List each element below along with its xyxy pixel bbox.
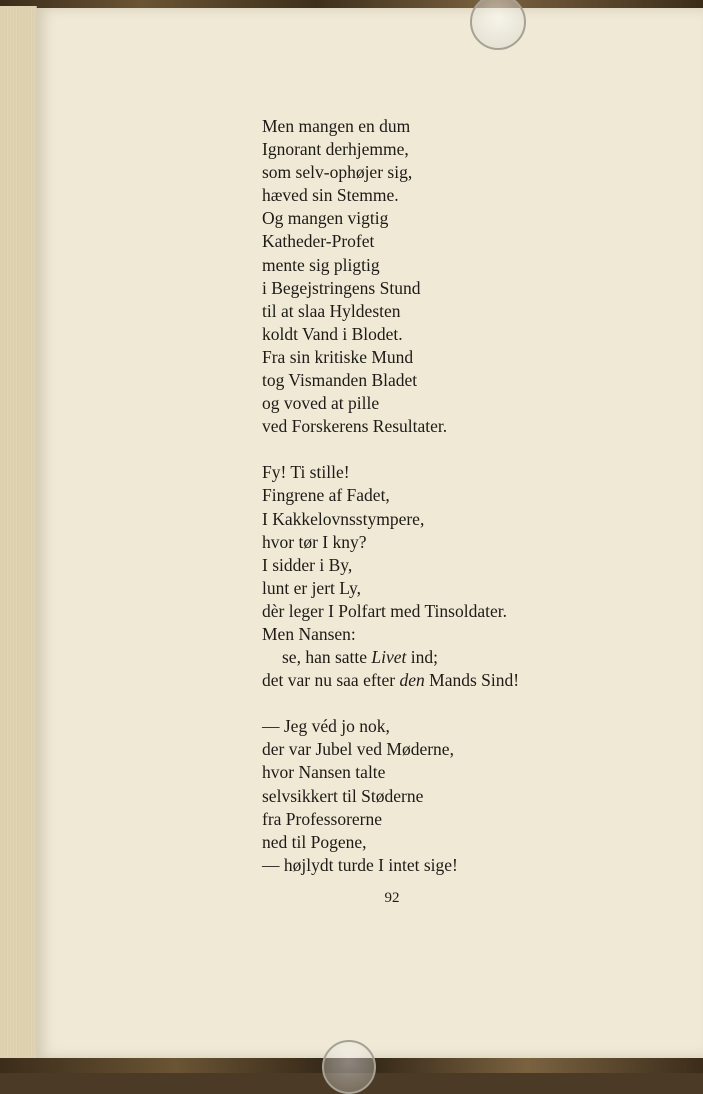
poem-line: hvor tør I kny? xyxy=(262,531,367,552)
page-number: 92 xyxy=(384,890,400,906)
stanza-3 xyxy=(262,715,582,877)
poem-line: Men mangen en dum xyxy=(262,116,411,136)
text-segment: ind; xyxy=(406,647,439,668)
poem-line: Men Nansen: xyxy=(262,623,356,644)
poem-line: lunt er jert Ly, xyxy=(262,577,361,598)
page-stack-edge xyxy=(0,6,37,1061)
poem-line: hæved sin Stemme. xyxy=(262,185,399,206)
poem-text xyxy=(262,115,582,877)
emphasis-livet: Livet xyxy=(371,647,407,668)
poem-line: Og mangen vigtig xyxy=(262,208,389,229)
poem-line: fra Professorerne xyxy=(262,808,383,829)
text-segment: det var nu saa efter xyxy=(262,670,400,691)
poem-line: til at slaa Hyldesten xyxy=(262,300,401,321)
page-clip-bottom xyxy=(322,1040,376,1094)
stanza-2 xyxy=(262,461,582,692)
stanza-gap xyxy=(262,438,582,461)
poem-line: Katheder-Profet xyxy=(262,231,375,252)
poem-line: selvsikkert til Støderne xyxy=(262,785,424,806)
poem-line: ved Forskerens Resultater. xyxy=(262,416,448,437)
poem-line-den xyxy=(262,669,582,692)
poem-line: koldt Vand i Blodet. xyxy=(262,323,403,344)
poem-line: Fy! Ti stille! xyxy=(262,462,350,483)
poem-line: tog Vismanden Bladet xyxy=(262,370,418,391)
emphasis-den: den xyxy=(399,670,425,691)
poem-line: ned til Pogene, xyxy=(262,831,367,852)
poem-line: I Kakkelovnsstympere, xyxy=(262,508,425,529)
poem-line: dèr leger I Polfart med Tinsoldater. xyxy=(262,600,507,621)
poem-line: I sidder i By, xyxy=(262,554,353,575)
stanza-1 xyxy=(262,115,582,438)
text-segment: se, han satte xyxy=(282,647,372,668)
poem-line: og voved at pille xyxy=(262,393,380,414)
stanza-gap xyxy=(262,692,582,715)
poem-line: i Begejstringens Stund xyxy=(262,277,421,298)
page-clip-top xyxy=(470,0,526,50)
poem-line: mente sig pligtig xyxy=(262,254,380,275)
poem-line: Fingrene af Fadet, xyxy=(262,485,390,506)
text-segment: Mands Sind! xyxy=(424,670,520,691)
poem-line: Fra sin kritiske Mund xyxy=(262,346,414,367)
poem-line: — højlydt turde I intet sige! xyxy=(262,854,458,875)
poem-line: der var Jubel ved Møderne, xyxy=(262,739,454,760)
poem-line-livet xyxy=(262,646,582,669)
poem-line: Ignorant derhjemme, xyxy=(262,139,409,160)
poem-line: som selv-ophøjer sig, xyxy=(262,162,413,183)
poem-line: hvor Nansen talte xyxy=(262,762,386,783)
poem-line: — Jeg véd jo nok, xyxy=(262,716,390,737)
